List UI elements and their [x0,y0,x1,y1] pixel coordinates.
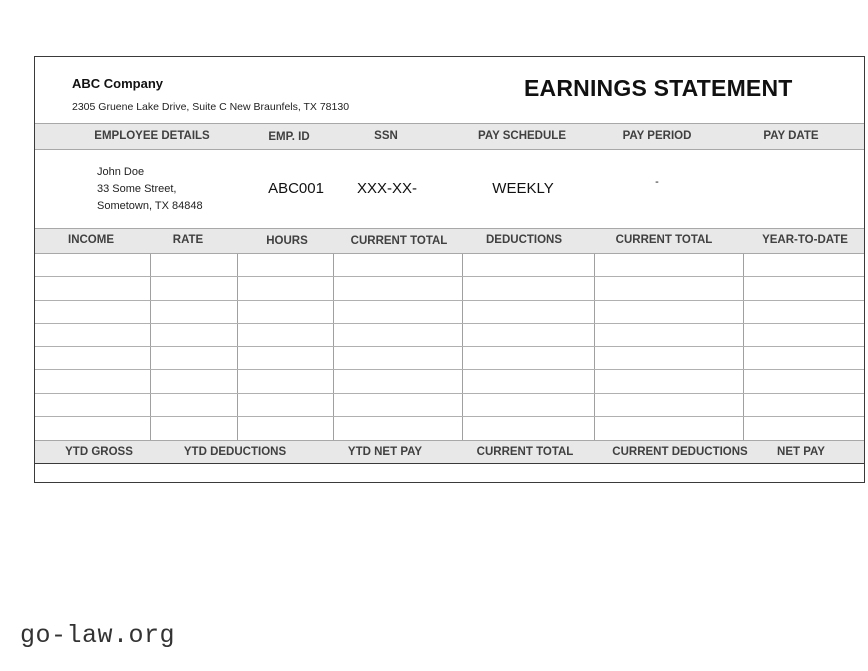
header-ssn: SSN [374,130,398,142]
deductions-current-total-cell[interactable] [595,347,744,369]
pay-schedule-value: WEEKLY [492,180,554,197]
summary-header-band [35,440,864,464]
current-total-cell[interactable] [334,277,463,299]
header-hours: HOURS [266,235,308,247]
income-cell[interactable] [35,417,151,440]
deductions-current-total-cell[interactable] [595,277,744,299]
table-row [35,301,864,324]
header-current-deductions: CURRENT DEDUCTIONS [612,446,748,458]
income-cell[interactable] [35,301,151,323]
hours-cell[interactable] [238,347,334,369]
deductions-current-total-cell[interactable] [595,417,744,440]
header-deductions-current-total: CURRENT TOTAL [615,234,713,246]
deductions-cell[interactable] [463,277,595,299]
earnings-statement [34,56,865,483]
rate-cell[interactable] [151,347,238,369]
current-total-cell[interactable] [334,347,463,369]
header-summary-current-total: CURRENT TOTAL [476,446,574,458]
deductions-cell[interactable] [463,417,595,440]
earnings-grid [35,254,864,440]
pay-period-value: - [655,176,659,188]
income-cell[interactable] [35,324,151,346]
hours-cell[interactable] [238,394,334,416]
income-cell[interactable] [35,370,151,392]
summary-values-row [35,464,864,482]
hours-cell[interactable] [238,301,334,323]
employee-street: 33 Some Street, [97,183,177,195]
header-year-to-date: YEAR-TO-DATE [762,234,848,246]
deductions-cell[interactable] [463,254,595,276]
current-total-cell[interactable] [334,394,463,416]
deductions-current-total-cell[interactable] [595,394,744,416]
deductions-cell[interactable] [463,324,595,346]
deductions-current-total-cell[interactable] [595,370,744,392]
hours-cell[interactable] [238,370,334,392]
current-total-cell[interactable] [334,370,463,392]
hours-cell[interactable] [238,417,334,440]
header-rate: RATE [172,234,204,246]
deductions-current-total-cell[interactable] [595,324,744,346]
table-row [35,324,864,347]
deductions-current-total-cell[interactable] [595,301,744,323]
employee-city: Sometown, TX 84848 [97,200,203,212]
income-cell[interactable] [35,394,151,416]
hours-cell[interactable] [238,324,334,346]
year-to-date-cell[interactable] [744,301,864,323]
header-ytd-net-pay: YTD NET PAY [347,446,423,458]
rate-cell[interactable] [151,417,238,440]
table-row [35,394,864,417]
deductions-cell[interactable] [463,347,595,369]
table-row [35,417,864,440]
company-address: 2305 Gruene Lake Drive, Suite C New Braunfels, TX 78130 [72,101,350,113]
year-to-date-cell[interactable] [744,394,864,416]
current-total-cell[interactable] [334,254,463,276]
header-employee-details: EMPLOYEE DETAILS [94,130,210,142]
employee-name: John Doe [97,166,145,178]
rate-cell[interactable] [151,254,238,276]
earnings-header-band [35,228,864,254]
ssn-value: XXX-XX- [356,180,418,197]
income-cell[interactable] [35,254,151,276]
header-pay-period: PAY PERIOD [622,130,692,142]
document-title: EARNINGS STATEMENT [524,75,793,101]
header-ytd-gross: YTD GROSS [65,446,133,458]
rate-cell[interactable] [151,277,238,299]
deductions-cell[interactable] [463,370,595,392]
header-pay-date: PAY DATE [763,130,819,142]
header-ytd-deductions: YTD DEDUCTIONS [183,446,287,458]
rate-cell[interactable] [151,394,238,416]
rate-cell[interactable] [151,370,238,392]
table-row [35,347,864,370]
hours-cell[interactable] [238,254,334,276]
table-row [35,370,864,393]
deductions-current-total-cell[interactable] [595,254,744,276]
header-income: INCOME [68,234,114,246]
deductions-cell[interactable] [463,301,595,323]
header-pay-schedule: PAY SCHEDULE [478,130,566,142]
rate-cell[interactable] [151,324,238,346]
hours-cell[interactable] [238,277,334,299]
employee-header-band [35,123,864,150]
year-to-date-cell[interactable] [744,277,864,299]
header-emp-id: EMP. ID [268,131,310,143]
year-to-date-cell[interactable] [744,417,864,440]
header-current-total: CURRENT TOTAL [350,235,448,247]
watermark: go-law.org [20,621,176,650]
current-total-cell[interactable] [334,324,463,346]
year-to-date-cell[interactable] [744,347,864,369]
year-to-date-cell[interactable] [744,370,864,392]
current-total-cell[interactable] [334,417,463,440]
header-net-pay: NET PAY [777,446,825,458]
year-to-date-cell[interactable] [744,324,864,346]
employee-id-value: ABC001 [268,180,324,197]
year-to-date-cell[interactable] [744,254,864,276]
current-total-cell[interactable] [334,301,463,323]
header-deductions: DEDUCTIONS [485,234,563,246]
deductions-cell[interactable] [463,394,595,416]
income-cell[interactable] [35,277,151,299]
income-cell[interactable] [35,347,151,369]
table-row [35,254,864,277]
table-row [35,277,864,300]
company-name: ABC Company [72,76,164,91]
rate-cell[interactable] [151,301,238,323]
